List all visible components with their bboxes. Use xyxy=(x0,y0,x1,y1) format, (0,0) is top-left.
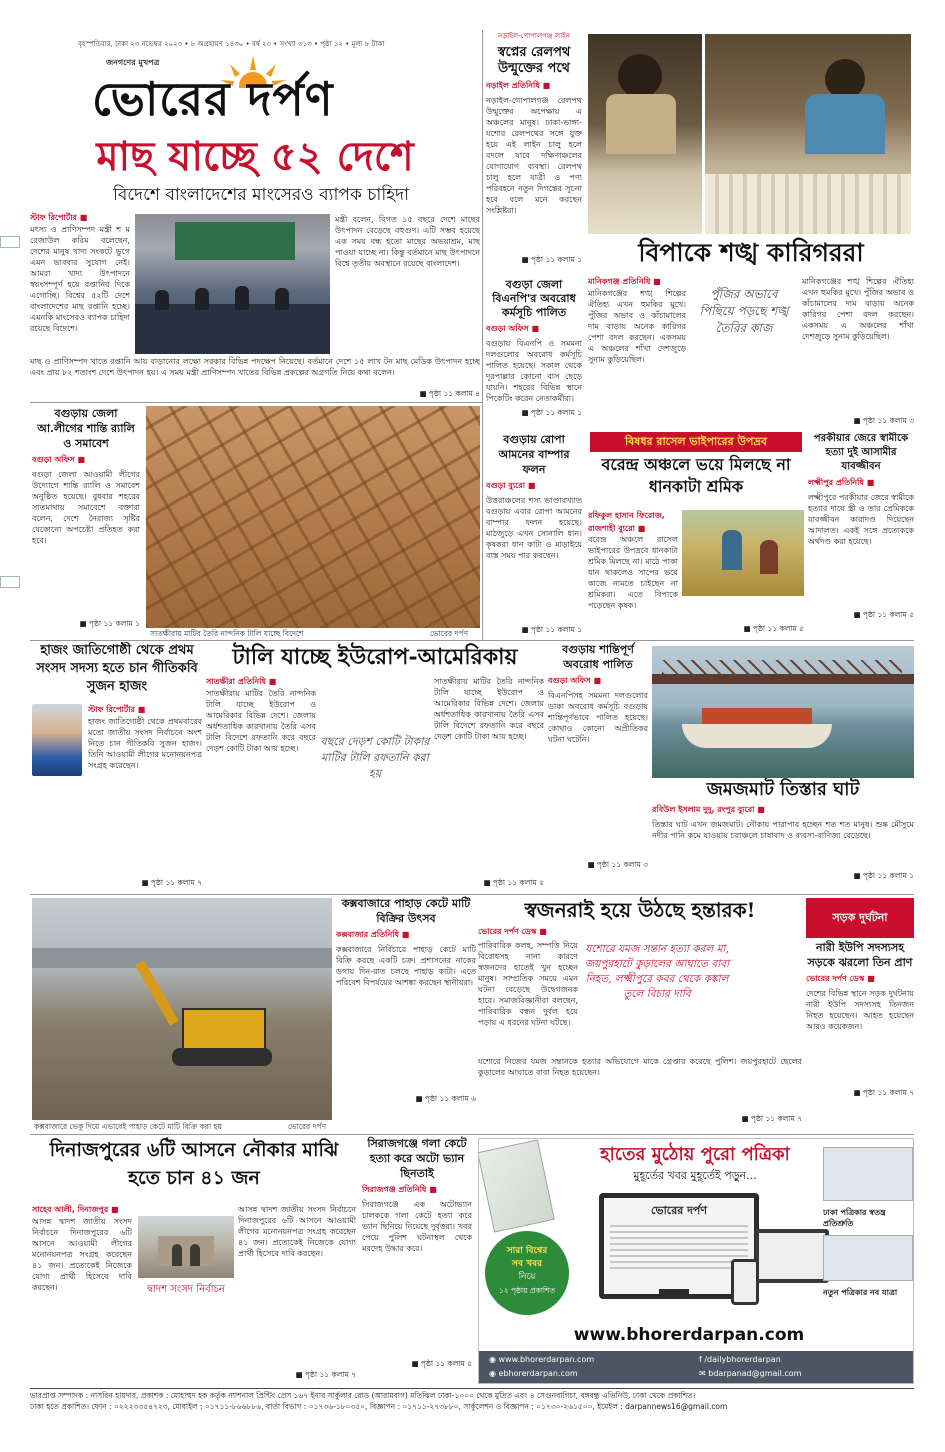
dinajpur-inset-caption: দ্বাদশ সংসদ নির্বাচন xyxy=(147,1284,225,1295)
dinajpur-headline[interactable]: দিনাজপুরের ৬টি আসনে নৌকার মাঝি হতে চান ৪১ জন xyxy=(49,1139,339,1189)
paddy-field-photo xyxy=(682,510,804,596)
bnp-headline[interactable]: বগুড়া জেলা বিএনপি'র অবরোধ কর্মসূচি পালিত xyxy=(492,278,576,319)
family-byline: ভোরের দর্পণ ডেস্ক ■ xyxy=(478,927,547,936)
excavator-photo xyxy=(32,898,332,1120)
dinajpur-body-right: আসন্ন দ্বাদশ জাতীয় সংসদ নির্বাচনে দিনাজপুরের ৬টি আসনে আওয়ামী লীগের মনোনয়নপত্র সংগ্রহ করেছেন ৪১ জন। প্রত্যেকেই নিজেকে যোগ্য প্রার্থী হিসেবে দাবি করছেন। xyxy=(238,1205,356,1258)
ad-facebook[interactable]: /dailybhorerdarpan xyxy=(704,1355,781,1364)
murder-story xyxy=(808,432,914,638)
ad-mini-title: ভোরের দর্পণ xyxy=(650,1204,708,1217)
teesta-headline[interactable]: জমজমাট তিস্তার ঘাট xyxy=(706,779,860,800)
rail-body: নড়াইল-গোপালগঞ্জ রেলপথ উন্মুক্তের অপেক্ষায় এ অঞ্চলের মানুষ। ঢাকা-ভাঙ্গা-যশোর রেলপথের সঙ্গে যুক্ত হয়ে এই লাইন চালু হলে বদলে যাবে দক্ষিণাঞ্চলের যোগাযোগ ব্যবস্থা। রেলপথ চালু হলে যাত্রী ও পণ্য পরিবহনে নতুন দিগন্তের সূচনা হবে বলে মনে করছেন সংশ্লিষ্টরা। xyxy=(486,96,582,215)
road-body: দেশের বিভিন্ন স্থানে সড়ক দুর্ঘটনায় নারী ইউপি সদস্যসহ তিনজন নিহত হয়েছেন। আহত হয়েছেন আরও কয়েকজন। xyxy=(806,989,914,1031)
lead-body-mid: মন্ত্রী বলেন, বিগত ১৫ বছরে দেশে মাছের উৎপাদন বেড়েছে বহুগুণ। এটি সম্ভব হয়েছে এক সময় বন্ধ হতো মাছের অভয়াশ্রম, মাছ পাওয়া যাচ্ছে না। কিন্তু বর্তমানে মাছ উৎপাদনে বিশ্বে তৃতীয় অবস্থানে রয়েছে বাংলাদেশ। xyxy=(335,215,480,268)
ad-headline: হাতের মুঠোয় পুরো পত্রিকা xyxy=(600,1144,790,1165)
ad-web[interactable]: www.bhorerdarpan.com xyxy=(498,1355,595,1364)
murder-headline[interactable]: পরকীয়ার জেরে স্বামীকে হত্যা দুই আসামীর যাবজ্জীবন xyxy=(813,433,909,472)
excavator-credit: ভোরের দর্পণ xyxy=(288,1122,327,1131)
blockade-body: বিএনপিসহ সমমনা দলগুলোর ডাকা অবরোধ কর্মসূচি বগুড়ায় শান্তিপূর্ণভাবে পালিত হয়েছে। কোথাও কোনো অপ্রীতিকর ঘটনা ঘটেনি। xyxy=(548,691,648,744)
tiles-body-right: সাতক্ষীরায় মাটির তৈরি নান্দনিক টালি যাচ্ছে ইউরোপ ও আমেরিকার বিভিন্ন দেশে। জেলায় অর্ধশতাধিক কারখানায় তৈরি এসব টালি বিদেশে রফতানি করে বছরে দেড়শ কোটি টাকা আয় হচ্ছে। xyxy=(434,677,544,741)
rupa-headline[interactable]: বগুড়ায় রোপা আমনের বাম্পার ফলন xyxy=(498,433,570,476)
excavator-caption: কক্সবাজারে ভেকু দিয়ে এভাবেই পাহাড় কেটে মাটি বিক্রি করা হয় xyxy=(34,1122,222,1131)
rail-kicker: নড়াইল-গোপালগঞ্জ লাইন xyxy=(498,32,570,40)
blockade-continued[interactable]: ■ পৃষ্ঠা ১১ কলাম ৩ xyxy=(587,860,648,869)
snake-body: বরেন্দ্র অঞ্চলে রাসেল ভাইপারের উপদ্রবে ধানকাটা শ্রমিক মিলছে না। মাঠে পাকা ধান থাকলেও সাপের ভয়ে কাজে নামতে চাইছেন না শ্রমিকরা। এতে বিপাকে পড়েছেন কৃষক। xyxy=(588,535,678,610)
family-continued[interactable]: ■ পৃষ্ঠা ১১ কলাম ৭ xyxy=(741,1114,802,1123)
conch-body: মানিকগঞ্জের শঙ্খ শিল্পের ঐতিহ্য এখন হুমকির মুখে। পুঁজির অভাব ও কাঁচামালের দাম বাড়ায় অনেক কারিগর পেশা বদল করছেন। একসময় এ অঞ্চলের শাঁখা দেশজুড়ে সুনাম কুড়িয়েছিল। xyxy=(588,289,686,364)
crop-mark xyxy=(0,236,20,248)
snake-headline[interactable]: বরেন্দ্র অঞ্চলে ভয়ে মিলছে না ধানকাটা শ্রমিক xyxy=(601,455,791,496)
email-icon: ✉ xyxy=(699,1369,709,1378)
crop-mark xyxy=(0,576,20,588)
rail-continued[interactable]: ■ পৃষ্ঠা ১১ কলাম ১ xyxy=(521,255,582,264)
murder-body: লক্ষ্মীপুরে পরকীয়ার জেরে স্বামীকে হত্যার দায়ে স্ত্রী ও তার প্রেমিককে যাবজ্জীবন কারাদণ্ড দিয়েছেন আদালত। একই সঙ্গে প্রত্যেককে অর্থদণ্ড করা হয়েছে। xyxy=(808,493,914,546)
masthead-title: ভোরের দর্পণ xyxy=(92,72,334,126)
family-headline[interactable]: স্বজনরাই হয়ে উঠছে হন্তারক! xyxy=(524,898,756,922)
blockade-story xyxy=(548,642,648,892)
globe-icon: ◉ xyxy=(489,1355,499,1364)
ad-feature-list xyxy=(823,1147,913,1317)
conch-photo-right xyxy=(705,34,911,234)
masthead xyxy=(28,30,476,130)
lead-byline: স্টাফ রিপোর্টার ■ xyxy=(30,213,88,222)
imprint-footer xyxy=(30,1390,914,1420)
rupa-story xyxy=(486,432,582,638)
conch-photo-left xyxy=(588,34,702,234)
ad-subhead: মুহূর্তের খবর মুহূর্তেই পড়ুন... xyxy=(633,1169,757,1182)
sirajganj-byline: সিরাজগঞ্জ প্রতিনিধি ■ xyxy=(362,1185,437,1194)
murder-byline: লক্ষ্মীপুর প্রতিনিধি ■ xyxy=(808,478,875,487)
family-body-right: যশোরে নিজের যমজ সন্তানকে হত্যার অভিযোগে মাকে গ্রেপ্তার করেছে পুলিশ। জয়পুরহাটে ছেলের কুড়ালের আঘাতে বাবা নিহত হয়েছেন। xyxy=(478,1057,802,1077)
lead-subhead: বিদেশে বাংলাদেশের মাংসেরও ব্যাপক চাহিদা xyxy=(112,185,410,205)
conch-inset: পুঁজির অভাবে পিছিয়ে পড়ছে শঙ্খ তৈরির কাজ xyxy=(699,287,789,335)
ad-laptop-icon xyxy=(755,1229,829,1283)
rail-byline: নড়াইল প্রতিনিধি ■ xyxy=(486,81,551,90)
sirajganj-story xyxy=(362,1136,472,1384)
dinajpur-body: আসন্ন দ্বাদশ জাতীয় সংসদ নির্বাচনে দিনাজপুরের ৬টি আসনে আওয়ামী লীগের মনোনয়নপত্র সংগ্রহ করেছেন ৪১ জন। প্রত্যেকেই নিজেকে যোগ্য প্রার্থী হিসেবে দাবি করছেন। xyxy=(32,1217,132,1292)
sirajganj-body: সিরাজগঞ্জে এক অটোভ্যান চালককে গলা কেটে হত্যা করে ভ্যান ছিনিয়ে নিয়েছে দুর্বৃত্তরা। খবর পেয়ে পুলিশ ঘটনাস্থল থেকে মরদেহ উদ্ধার করে। xyxy=(362,1200,472,1253)
facebook-icon: f xyxy=(699,1355,705,1364)
tiles-byline: সাতক্ষীরা প্রতিনিধি ■ xyxy=(206,677,277,686)
imprint-line-1: ভারপ্রাপ্ত সম্পাদক : নাসরিন হায়দার, প্রকাশক : মোহাম্মদ হক কর্তৃক ন্যাশনাল প্রিন্টিং প্রেস ১৬৭ ইনার সার্কুলার রোড (আরামবাগ) মতিঝিল ঢাকা-১০০০ থেকে মুদ্রিত এবং ৪ সেগুনবাগিচা, বঙ্গবন্ধু এভিনিউ, ঢাকা থেকে প্রকাশিত। xyxy=(30,1391,696,1400)
road-headline[interactable]: নারী ইউপি সদস্যসহ সড়কে ঝরলো তিন প্রাণ xyxy=(807,941,913,969)
tiles-story xyxy=(206,642,544,892)
dinajpur-story xyxy=(32,1136,356,1384)
imprint-line-2: ঢাকা হতে প্রকাশিত। ফোন : ০২২২৩৩৫৪৭২৩, মোবাইল : ০১৭১১-৮৬৬৮৮৬, বার্তা বিভাগ : ০১৭৩৬-১৮০৩৫০, বিজ্ঞাপন : ০১৭১১-২৭৩৮৮০, সার্কুলেশন ও বিজ্ঞাপন : ০১৭৩০-২৬১৫০০, ইমেইল : darpannews16@gmail.com xyxy=(30,1402,728,1411)
hill-continued[interactable]: ■ পৃষ্ঠা ১১ কলাম ৬ xyxy=(415,1094,476,1103)
hill-story xyxy=(336,896,476,1124)
teesta-story xyxy=(652,778,914,892)
conch-continued[interactable]: ■ পৃষ্ঠা ১১ কলাম ৩ xyxy=(853,416,914,425)
rail-headline[interactable]: স্বপ্নের রেলপথ উন্মুক্তের পথে xyxy=(497,45,571,76)
teesta-byline: রবিউল ইসলাম দুদু, রংপুর ব্যুরো ■ xyxy=(652,805,765,814)
tiles-body: সাতক্ষীরায় মাটির তৈরি নান্দনিক টালি যাচ্ছে ইউরোপ ও আমেরিকার বিভিন্ন দেশে। জেলায় অর্ধশতাধিক কারখানায় তৈরি এসব টালি বিদেশে রফতানি করে বছরে দেড়শ কোটি টাকা আয় হচ্ছে। xyxy=(206,689,316,753)
tiles-photo xyxy=(146,406,480,628)
snake-byline: রফিকুল হাসান ফিরোজ, রাজশাহী ব্যুরো ■ xyxy=(588,511,665,533)
al-body: বগুড়া জেলা আওয়ামী লীগের উদ্যোগে শান্তি র‍্যালি ও সমাবেশ অনুষ্ঠিত হয়েছে। বুধবার শহরের সাতমাথায় সমাবেশে বক্তারা বলেন, দেশে নৈরাজ্য সৃষ্টির যেকোনো অপচেষ্টা প্রতিহত করা হবে। xyxy=(32,470,140,545)
sirajganj-headline[interactable]: সিরাজগঞ্জে গলা কেটে হত্যা করে অটো ভ্যান ছিনতাই xyxy=(367,1137,467,1180)
al-headline[interactable]: বগুড়ায় জেলা আ.লীগের শান্তি র‍্যালি ও সমাবেশ xyxy=(37,407,135,450)
bnp-story xyxy=(486,278,582,428)
bnp-byline: বগুড়া অফিস ■ xyxy=(486,324,540,333)
hill-byline: কক্সবাজার প্রতিনিধি ■ xyxy=(336,930,410,939)
ad-contact-bar xyxy=(479,1351,913,1383)
ad-epaper[interactable]: ebhorerdarpan.com xyxy=(498,1369,578,1378)
lead-headline[interactable]: মাছ যাচ্ছে ৫২ দেশে xyxy=(96,133,414,180)
ad-badge xyxy=(485,1231,569,1315)
hajong-byline: স্টাফ রিপোর্টার ■ xyxy=(88,705,146,714)
bnp-continued[interactable]: ■ পৃষ্ঠা ১১ কলাম ১ xyxy=(521,408,582,417)
lead-story xyxy=(30,132,480,400)
hajong-portrait-photo xyxy=(32,704,82,776)
conch-story xyxy=(588,236,914,428)
blockade-byline: বগুড়া অফিস ■ xyxy=(548,676,602,685)
conch-byline: মানিকগঞ্জ প্রতিনিধি ■ xyxy=(588,277,661,286)
ad-phone-icon xyxy=(731,1259,759,1305)
family-inset: যশোরে যমজ সন্তান হত্যা করল মা, জয়পুরহাটে কুড়ালের আঘাতে বাবা নিহত, লক্ষ্মীপুরে কবর থেকে কঙ্কাল তুলে বিচার দাবি xyxy=(584,943,730,1000)
ad-email[interactable]: bdarpanad@gmail.com xyxy=(708,1369,802,1378)
road-badge-label: সড়ক দুর্ঘটনা xyxy=(832,911,888,924)
rupa-byline: বগুড়া ব্যুরো ■ xyxy=(486,481,536,490)
ad-feature-2: নতুন পত্রিকার নব যাত্রা xyxy=(823,1288,898,1297)
hajong-continued[interactable]: ■ পৃষ্ঠা ১১ কলাম ৭ xyxy=(141,878,202,887)
epaper-icon: ◉ xyxy=(489,1369,499,1378)
tiles-continued[interactable]: ■ পৃষ্ঠা ১১ কলাম ৫ xyxy=(483,878,544,887)
road-continued[interactable]: ■ পৃষ্ঠা ১১ কলাম ৭ xyxy=(853,1088,914,1097)
road-badge xyxy=(806,898,914,938)
ad-badge-line1: সারা বিশ্বের xyxy=(506,1246,548,1256)
teesta-body: তিস্তার ঘাট এখন জমজমাট। নৌকায় পারাপার হচ্ছেন শত শত মানুষ। শুষ্ক মৌসুমে নদীর পানি কমে যাওয়ায় চরাঞ্চলে চাষাবাদ ও ব্যবসা-বাণিজ্য বেড়েছে। xyxy=(652,820,914,840)
lead-body-bottom: মাছ ও প্রাণিসম্পদ খাতে রপ্তানি আয় বাড়ানোর লক্ষ্যে সরকার বিভিন্ন পদক্ষেপ নিয়েছে। বর্তমানে দেশে ১৫ লাখ টন মাছ মেডিক উৎপাদন হচ্ছে এবং প্রায় ৮২ শতাংশ দেশে উৎপাদন হয়। এ সময় মন্ত্রী প্রাণিসম্পদ খাতের বিভিন্ন প্রকল্পের অগ্রগতি নিয়ে কথা বলেন। xyxy=(30,357,480,377)
murder-continued[interactable]: ■ পৃষ্ঠা ১১ কলাম ৫ xyxy=(853,610,914,619)
snake-story xyxy=(588,454,804,640)
sirajganj-continued[interactable]: ■ পৃষ্ঠা ১১ কলাম ৫ xyxy=(411,1359,472,1368)
hill-headline[interactable]: কক্সবাজারে পাহাড় কেটে মাটি বিক্রির উৎসব xyxy=(341,897,471,925)
tiles-photo-caption: সাতক্ষীরায় মাটির তৈরি নান্দনিক টালি যাচ্ছে বিদেশে xyxy=(150,629,304,638)
hajong-story xyxy=(32,642,202,892)
rail-story xyxy=(486,30,582,275)
masthead-tagline: জনগণের মুখপত্র xyxy=(106,58,160,67)
ad-feature-1: ঢাকা পত্রিকার স্বতন্ত্র প্রতিশ্রুতি xyxy=(823,1208,886,1228)
family-story xyxy=(478,896,802,1130)
rupa-continued[interactable]: ■ পৃষ্ঠা ১১ কলাম ১ xyxy=(521,625,582,634)
family-body-left: পারিবারিক কলহ, সম্পত্তি নিয়ে বিরোধসহ নানা কারণে স্বজনদের হাতেই খুন হচ্ছেন মানুষ। সাম্প্রতিক সময়ে এমন ঘটনা বেড়েছে উদ্বেগজনক হারে। সমাজবিজ্ঞানীরা বলছেন, পারিবারিক বন্ধন দুর্বল হয়ে পড়ায় এ ধরনের ঘটনা ঘটছে। xyxy=(478,941,578,1027)
lead-continued[interactable]: ■ পৃষ্ঠা ১১ কলাম ৪ xyxy=(419,389,480,398)
subscription-ad[interactable] xyxy=(478,1138,914,1384)
bnp-body: বগুড়ায় বিএনপি ও সমমনা দলগুলোর অবরোধ কর্মসূচি পালিত হয়েছে। সকাল থেকে দূরপাল্লার কোনো বাস ছেড়ে যায়নি। শহরের বিভিন্ন স্থানে পিকেটিং করেন নেতাকর্মীরা। xyxy=(486,339,582,403)
tiles-headline[interactable]: টালি যাচ্ছে ইউরোপ-আমেরিকায় xyxy=(232,644,518,670)
hajong-body: হাজং জাতিগোষ্ঠী থেকে প্রথমবারের মতো জাতীয় সংসদ নির্বাচনে অংশ নিতে চান গীতিকবি সুজন হাজং। তিনি আওয়ামী লীগের মনোনয়নপত্র সংগ্রহ করেছেন। xyxy=(88,717,202,770)
conch-headline[interactable]: বিপাকে শঙ্খ কারিগররা xyxy=(638,238,864,267)
ad-badge-line3: নিয়ে xyxy=(518,1272,536,1282)
dinajpur-continued[interactable]: ■ পৃষ্ঠা ১১ কলাম ৭ xyxy=(295,1370,356,1379)
al-continued[interactable]: ■ পৃষ্ঠা ১১ কলাম ১ xyxy=(79,619,140,628)
snake-continued[interactable]: ■ পৃষ্ঠা ১১ কলাম ৫ xyxy=(743,624,804,633)
ad-badge-line2: সব খবর xyxy=(512,1259,542,1269)
al-story xyxy=(32,406,140,638)
tiles-photo-credit: ভোরের দর্পণ xyxy=(430,629,469,638)
lead-photo xyxy=(135,214,330,354)
teesta-continued[interactable]: ■ পৃষ্ঠা ১১ কলাম ১ xyxy=(853,871,914,880)
rupa-body: উত্তরাঞ্চলের শস্য ভাণ্ডারখ্যাত বগুড়ায় এবার রোপা আমনের বাম্পার ফলন হয়েছে। মাঠজুড়ে এখন সোনালি ধান। কৃষকরা ধান কাটা ও মাড়াইয়ে ব্যস্ত সময় পার করছেন। xyxy=(486,496,582,560)
conch-body-right: মানিকগঞ্জের শঙ্খ শিল্পের ঐতিহ্য এখন হুমকির মুখে। পুঁজির অভাব ও কাঁচামালের দাম বাড়ায় অনেক কারিগর পেশা বদল করছেন। একসময় এ অঞ্চলের শাঁখা দেশজুড়ে সুনাম কুড়িয়েছিল। xyxy=(802,277,914,341)
parliament-photo xyxy=(138,1216,234,1278)
road-story xyxy=(806,940,914,1130)
teesta-photo xyxy=(652,646,914,778)
date-line: বৃহস্পতিবার, ঢাকা ২৩ নভেম্বর ২০২৩ • ৮ অগ্রহায়ণ ১৪৩০ • বর্ষ ২৩ • সংখ্যা ৩১৩ • পৃষ্ঠা ১২ • মূল্য ৮ টাকা xyxy=(78,40,385,48)
ad-badge-line4: ১২ পৃষ্ঠায় প্রকাশিত xyxy=(498,1286,556,1295)
blockade-headline[interactable]: বগুড়ায় শান্তিপূর্ণ অবরোধ পালিত xyxy=(562,643,634,671)
hill-body: কক্সবাজারে নির্বিচারে পাহাড় কেটে মাটি বিক্রি করছে একটি চক্র। প্রশাসনের নাকের ডগায় দিন-রাত চলছে পাহাড় কাটা। এতে পরিবেশ বিপর্যয়ের আশঙ্কা করছেন স্থানীয়রা। xyxy=(336,945,476,987)
ad-paper-cone-icon xyxy=(478,1139,555,1232)
hajong-headline[interactable]: হাজং জাতিগোষ্ঠী থেকে প্রথম সংসদ সদস্য হতে চান গীতিকবি সুজন হাজং xyxy=(36,643,198,694)
road-byline: ভোরের দর্পণ ডেস্ক ■ xyxy=(806,974,875,983)
snake-banner: বিষধর রাসেল ভাইপারের উপদ্রব xyxy=(590,432,802,452)
ad-url[interactable]: www.bhorerdarpan.com xyxy=(573,1325,805,1345)
tiles-inset: বছরে দেড়শ কোটি টাকার মাটির টালি রফতানি করা হয় xyxy=(320,735,430,780)
dinajpur-byline: সাহেব আলী, দিনাজপুর ■ xyxy=(32,1205,119,1214)
al-byline: বগুড়া অফিস ■ xyxy=(32,455,86,464)
lead-body-left: মৎস্য ও প্রাণিসম্পদ মন্ত্রী শ ম রেজাউল করিম বলেছেন, দেশের মানুষ খাদ্য সংকটে ভুগে এমন ভাববার সুযোগ নেই। আমরা খাদ্য উৎপাদনে স্বয়ংসম্পূর্ণ হয়ে রপ্তানির দিকে এগোচ্ছি। বিশ্বের ৫২টি দেশে বাংলাদেশের মাছ রপ্তানি হচ্ছে। এমনকি মাংসেরও ব্যাপক চাহিদা রয়েছে বিদেশে। xyxy=(30,225,130,333)
